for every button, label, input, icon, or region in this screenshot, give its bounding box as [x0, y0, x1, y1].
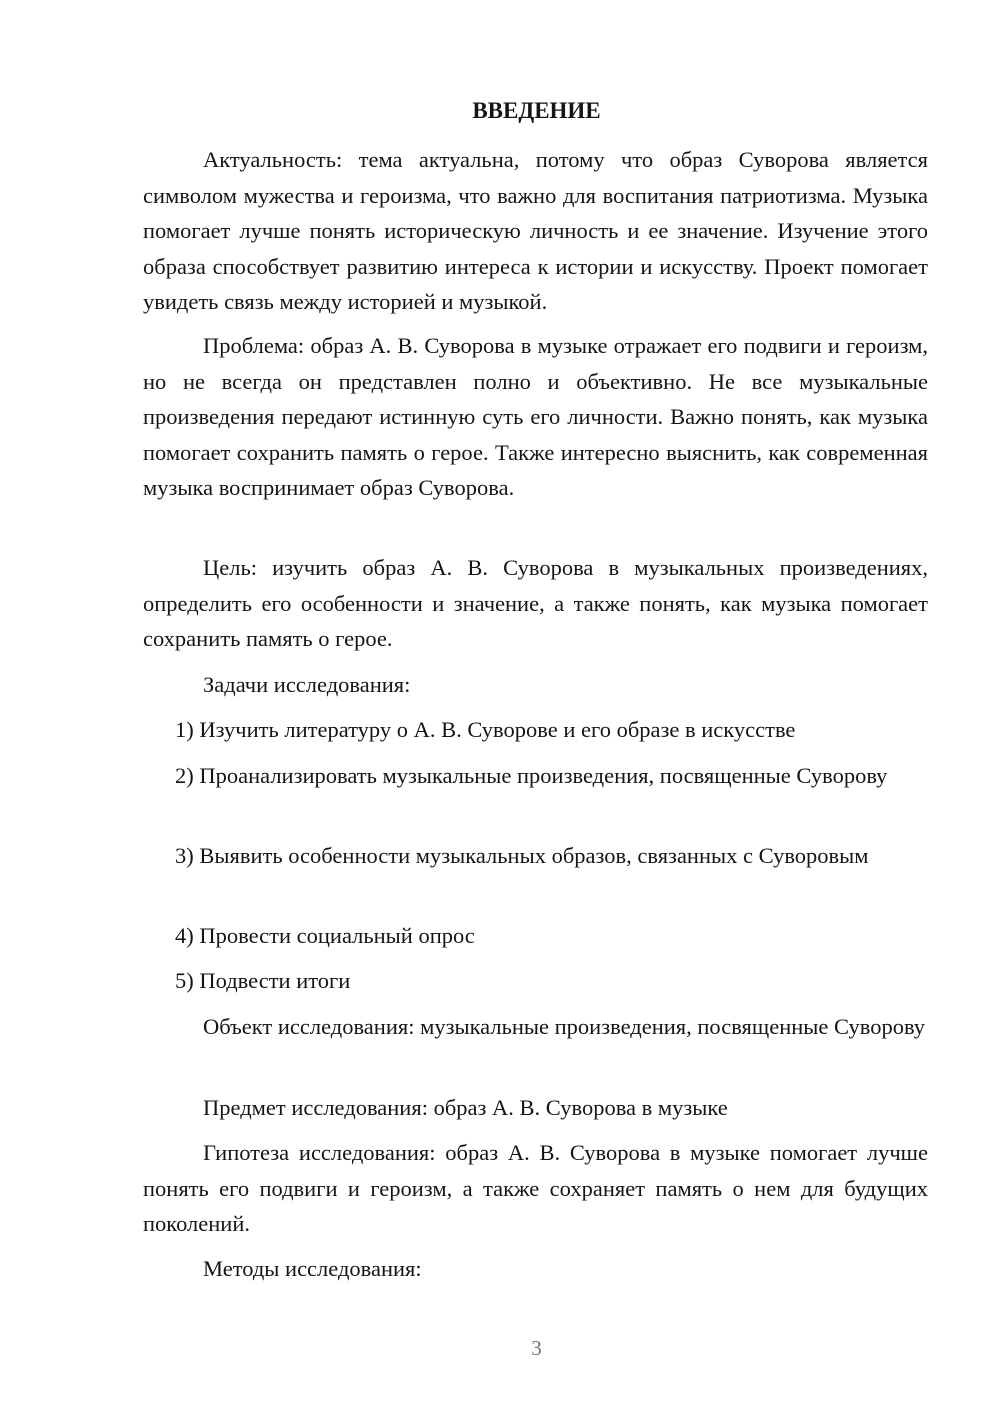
tasks-title: Задачи исследования:: [203, 672, 411, 697]
paragraph-problem: Проблема: образ А. В. Суворова в музыке отражает его подвиги и героизм, но не всегда он представлен полно и объективно. Не все музыкальные произведения передают истинную суть его личности. Важно понять, как музыка помогает сохранить память о герое. Также интересно выяснить, как современная музыка воспринимает образ Суворова.: [143, 333, 928, 500]
page-number: 3: [531, 1336, 542, 1360]
paragraph-relevance: Актуальность: тема актуальна, потому что образ Суворова является символом мужества и героизма, что важно для воспитания патриотизма. Музыка помогает лучше понять историческую личность и ее значение. Изучение этого образа способствует развитию интереса к истории и искусству. Проект помогает увидеть связь между историей и музыкой.: [143, 147, 928, 314]
paragraph-goal: Цель: изучить образ А. В. Суворова в музыкальных произведениях, определить его особенности и значение, а также понять, как музыка помогает сохранить память о герое.: [143, 555, 928, 651]
paragraph-subject: Предмет исследования: образ А. В. Суворова в музыке: [203, 1095, 728, 1120]
task-item-2: 2) Проанализировать музыкальные произведения, посвященные Суворову: [175, 763, 888, 788]
task-item-1: 1) Изучить литературу о А. В. Суворове и его образе в искусстве: [175, 717, 796, 742]
paragraph-hypothesis: Гипотеза исследования: образ А. В. Суворова в музыке помогает лучше понять его подвиги и героизм, а также сохраняет память о нем для будущих поколений.: [143, 1140, 928, 1236]
section-heading: ВВЕДЕНИЕ: [472, 98, 601, 123]
task-item-3: 3) Выявить особенности музыкальных образов, связанных с Суворовым: [175, 843, 869, 868]
task-item-4: 4) Провести социальный опрос: [175, 923, 475, 948]
paragraph-object: Объект исследования: музыкальные произведения, посвященные Суворову: [203, 1014, 926, 1039]
methods-title: Методы исследования:: [203, 1256, 422, 1281]
task-item-5: 5) Подвести итоги: [175, 968, 351, 993]
